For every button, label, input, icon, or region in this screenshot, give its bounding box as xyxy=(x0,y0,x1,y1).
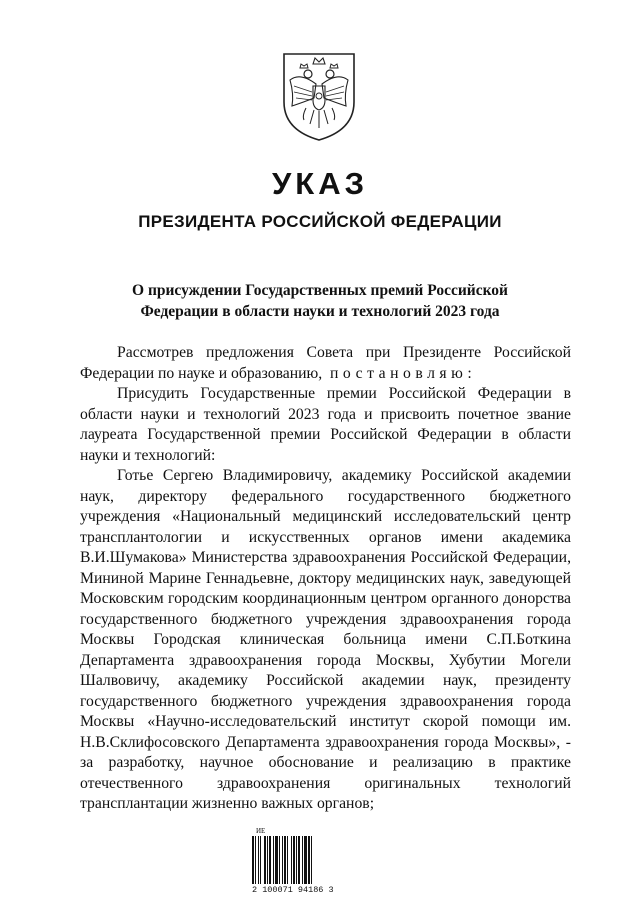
barcode-bar xyxy=(298,836,300,884)
barcode-bar xyxy=(273,836,274,884)
barcode-bar xyxy=(264,836,266,884)
document-barcode xyxy=(252,827,340,897)
subject-line-2: Федерации в области науки и технологий 2023 года xyxy=(140,303,500,320)
subject-line-1: О присуждении Государственных премий Российской xyxy=(132,282,508,299)
barcode-bar xyxy=(252,836,254,884)
barcode-mark: ИЕ xyxy=(256,827,266,835)
paragraph-preamble xyxy=(80,343,571,384)
preamble-text: Рассмотрев предложения Совета при Президенте Российской Федерации по науке и образованию, xyxy=(80,344,571,382)
barcode-bar xyxy=(296,836,297,884)
decree-body xyxy=(80,343,571,815)
state-emblem-icon xyxy=(280,50,358,142)
barcode-number: 2 100071 94186 3 xyxy=(252,885,334,895)
barcode-bar xyxy=(260,836,261,884)
barcode-bar xyxy=(293,836,295,884)
document-title: УКАЗ xyxy=(271,166,368,201)
barcode-bar xyxy=(267,836,268,884)
decree-subject xyxy=(100,280,540,322)
barcode-bar xyxy=(279,836,280,884)
barcode-bar xyxy=(284,836,286,884)
barcode-bar xyxy=(255,836,256,884)
barcode-bar xyxy=(275,836,278,884)
barcode-bar xyxy=(287,836,288,884)
barcode-bars xyxy=(252,836,340,884)
document-subtitle: ПРЕЗИДЕНТА РОССИЙСКОЙ ФЕДЕРАЦИИ xyxy=(138,212,502,231)
barcode-bar xyxy=(308,836,310,884)
paragraph-laureates: Готье Сергею Владимировичу, академику Российской академии наук, директору федерального государственного бюджетного учреждения «Национальный медицинский исследовательский центр трансплантологии и искусственных органов имени академика В.И.Шумакова» Министерства здравоохранения Российской Федерации, Мининой Марине Геннадьевне, доктору медицинских наук, заведующей Московским городским координационным центром органного донорства государственного бюджетного учреждения здравоохранения города Москвы Городская клиническая больница имени С.П.Боткина Департамента здравоохранения города Москвы, Хубутии Могели Шалвовичу, академику Российской академии наук, президенту государственного бюджетного учреждения здравоохранения города Москвы «Научно-исследовательский институт скорой помощи им. Н.В.Склифосовского Департамента здравоохранения города Москвы», - за разработку, научное обоснование и реализацию в практике отечественного здравоохранения оригинальных технологий трансплантации жизненно важных органов; xyxy=(80,467,571,812)
postanovlyau-word: постановляю: xyxy=(330,364,477,382)
barcode-bar xyxy=(269,836,271,884)
barcode-bar xyxy=(304,836,307,884)
paragraph-award: Присудить Государственные премии Российской Федерации в области науки и технологий 2023 года и присвоить почетное звание лауреата Государственной премии Российской Федерации в области науки и технологий: xyxy=(80,385,571,464)
barcode-bar xyxy=(291,836,292,884)
barcode-bar xyxy=(311,836,312,884)
barcode-bar xyxy=(302,836,303,884)
barcode-bar xyxy=(258,836,259,884)
barcode-bar xyxy=(282,836,283,884)
